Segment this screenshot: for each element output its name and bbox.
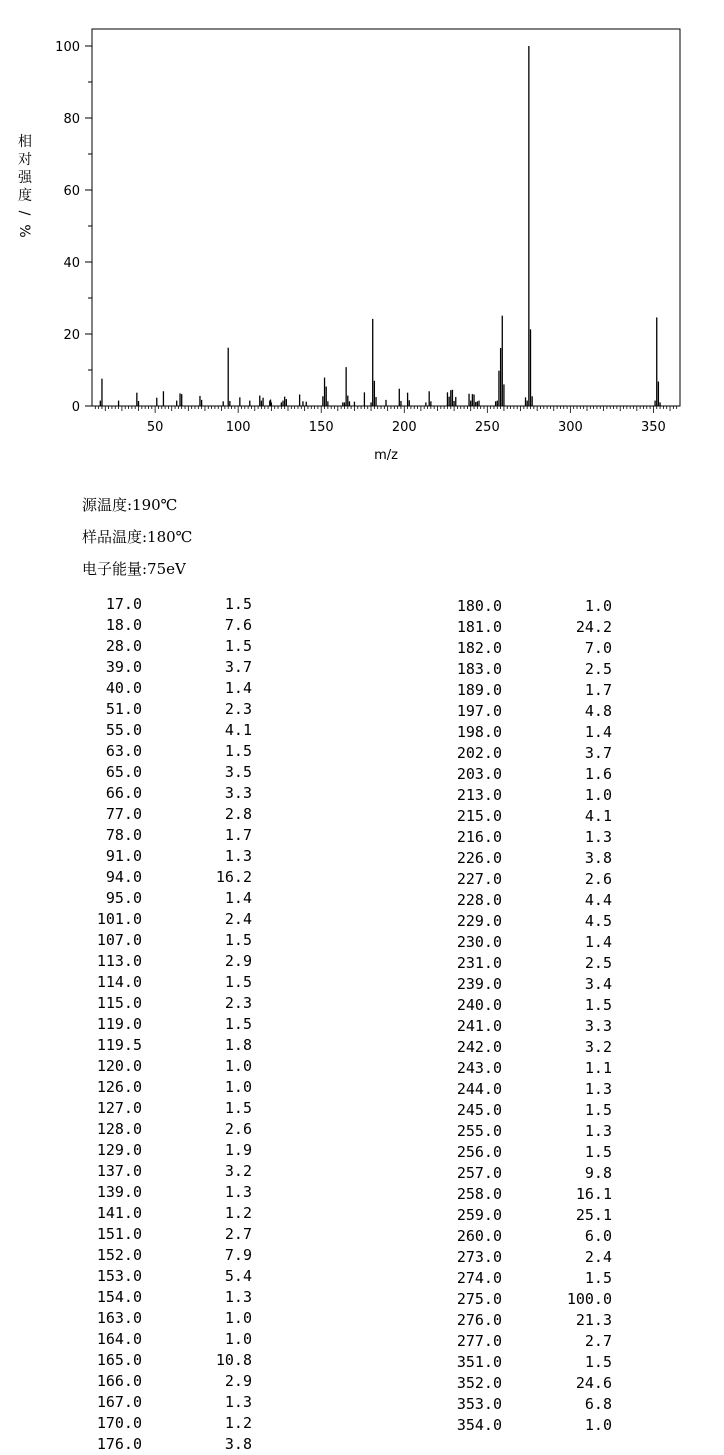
- mz-value: 176.0: [96, 1435, 142, 1453]
- mz-value: 18.0: [105, 616, 142, 634]
- mz-value: 242.0: [456, 1038, 502, 1056]
- table-row: [0, 827, 724, 848]
- mz-value: 183.0: [456, 660, 502, 678]
- table-row: [0, 1016, 724, 1037]
- mz-value: 129.0: [96, 1141, 142, 1159]
- table-row: [0, 869, 724, 890]
- mz-value: 65.0: [105, 763, 142, 781]
- mz-value: 351.0: [456, 1353, 502, 1371]
- intensity-value: 1.5: [224, 742, 252, 760]
- y-axis-label-char: 相: [18, 134, 32, 150]
- table-row: [0, 680, 724, 701]
- table-row: [0, 932, 724, 953]
- table-row: [0, 890, 724, 911]
- mz-value: 163.0: [96, 1309, 142, 1327]
- table-row: [0, 1184, 724, 1205]
- y-axis-label-char: 度: [18, 188, 32, 204]
- intensity-value: 1.0: [224, 1078, 252, 1096]
- mz-value: 17.0: [105, 595, 142, 613]
- intensity-value: 2.3: [224, 700, 252, 718]
- table-row: [0, 1268, 724, 1289]
- intensity-value: 1.5: [224, 931, 252, 949]
- intensity-value: 4.1: [224, 721, 252, 739]
- x-tick-label: 250: [474, 420, 500, 435]
- mz-value: 277.0: [456, 1332, 502, 1350]
- mz-value: 215.0: [456, 807, 502, 825]
- electron-energy: 电子能量:75eV: [82, 560, 186, 578]
- table-row: [0, 1037, 724, 1058]
- intensity-value: 3.7: [224, 658, 252, 676]
- intensity-value: 9.8: [584, 1164, 612, 1182]
- mz-value: 151.0: [96, 1225, 142, 1243]
- table-row: [0, 1079, 724, 1100]
- mz-value: 170.0: [96, 1414, 142, 1432]
- intensity-value: 1.5: [224, 1099, 252, 1117]
- mz-value: 91.0: [105, 847, 142, 865]
- intensity-value: 1.5: [584, 1353, 612, 1371]
- intensity-value: 2.7: [224, 1225, 252, 1243]
- intensity-value: 1.5: [224, 973, 252, 991]
- intensity-value: 7.6: [224, 616, 252, 634]
- table-row: [0, 1331, 724, 1352]
- y-tick-label: 20: [63, 328, 80, 343]
- intensity-value: 2.5: [584, 954, 612, 972]
- table-row: [0, 701, 724, 722]
- intensity-value: 1.5: [584, 1101, 612, 1119]
- mz-value: 137.0: [96, 1162, 142, 1180]
- mz-value: 101.0: [96, 910, 142, 928]
- mz-value: 243.0: [456, 1059, 502, 1077]
- mz-value: 276.0: [456, 1311, 502, 1329]
- intensity-value: 1.2: [224, 1204, 252, 1222]
- table-row: [0, 596, 724, 617]
- table-row: [0, 785, 724, 806]
- y-axis-label-char: 强: [18, 170, 32, 186]
- intensity-value: 1.0: [224, 1309, 252, 1327]
- mz-value: 227.0: [456, 870, 502, 888]
- mz-value: 55.0: [105, 721, 142, 739]
- source-temperature: 源温度:190℃: [82, 496, 178, 514]
- x-tick-label: 200: [391, 420, 417, 435]
- intensity-value: 16.1: [575, 1185, 612, 1203]
- intensity-value: 3.5: [224, 763, 252, 781]
- intensity-value: 1.5: [584, 1143, 612, 1161]
- intensity-value: 2.7: [584, 1332, 612, 1350]
- mz-value: 353.0: [456, 1395, 502, 1413]
- intensity-value: 7.0: [584, 639, 612, 657]
- mz-value: 197.0: [456, 702, 502, 720]
- intensity-value: 3.8: [224, 1435, 252, 1453]
- table-row: [0, 764, 724, 785]
- mz-value: 213.0: [456, 786, 502, 804]
- intensity-value: 2.5: [584, 660, 612, 678]
- mz-value: 166.0: [96, 1372, 142, 1390]
- x-tick-label: 300: [557, 420, 583, 435]
- mz-value: 231.0: [456, 954, 502, 972]
- intensity-value: 6.0: [584, 1227, 612, 1245]
- mz-value: 153.0: [96, 1267, 142, 1285]
- table-row: [0, 848, 724, 869]
- mz-value: 230.0: [456, 933, 502, 951]
- x-tick-label: 50: [146, 420, 164, 435]
- intensity-value: 1.0: [584, 1416, 612, 1434]
- x-tick-label: 350: [641, 420, 666, 435]
- table-row: [0, 743, 724, 764]
- table-row: [0, 1289, 724, 1310]
- table-row: [0, 659, 724, 680]
- mz-value: 51.0: [105, 700, 142, 718]
- mz-value: 95.0: [105, 889, 142, 907]
- mz-value: 78.0: [105, 826, 142, 844]
- intensity-value: 24.6: [575, 1374, 612, 1392]
- mz-value: 113.0: [96, 952, 142, 970]
- mz-value: 139.0: [96, 1183, 142, 1201]
- intensity-value: 2.9: [224, 952, 252, 970]
- mz-value: 257.0: [456, 1164, 502, 1182]
- table-row: [0, 1163, 724, 1184]
- intensity-value: 7.9: [224, 1246, 252, 1264]
- mz-value: 126.0: [96, 1078, 142, 1096]
- intensity-value: 1.3: [224, 1393, 252, 1411]
- intensity-value: 5.4: [224, 1267, 252, 1285]
- table-row: [0, 722, 724, 743]
- intensity-value: 2.4: [224, 910, 252, 928]
- intensity-value: 1.7: [584, 681, 612, 699]
- mz-value: 77.0: [105, 805, 142, 823]
- mz-value: 189.0: [456, 681, 502, 699]
- table-row: [0, 638, 724, 659]
- table-row: [0, 806, 724, 827]
- mz-value: 119.0: [96, 1015, 142, 1033]
- mass-spectrum-chart: [0, 0, 724, 470]
- mz-value: 94.0: [105, 868, 142, 886]
- mz-value: 274.0: [456, 1269, 502, 1287]
- intensity-value: 3.3: [584, 1017, 612, 1035]
- sample-temperature: 样品温度:180℃: [82, 528, 193, 546]
- intensity-value: 1.4: [224, 679, 252, 697]
- y-axis-label-char: 对: [18, 152, 32, 168]
- intensity-value: 2.3: [224, 994, 252, 1012]
- table-row: [0, 1394, 724, 1415]
- table-row: [0, 1247, 724, 1268]
- intensity-value: 6.8: [584, 1395, 612, 1413]
- table-row: [0, 1121, 724, 1142]
- mz-value: 180.0: [456, 597, 502, 615]
- intensity-value: 1.8: [224, 1036, 252, 1054]
- mz-value: 39.0: [105, 658, 142, 676]
- mz-value: 258.0: [456, 1185, 502, 1203]
- intensity-value: 1.3: [584, 1122, 612, 1140]
- intensity-value: 4.1: [584, 807, 612, 825]
- intensity-value: 1.0: [224, 1057, 252, 1075]
- mz-value: 154.0: [96, 1288, 142, 1306]
- intensity-value: 1.3: [584, 828, 612, 846]
- intensity-value: 1.4: [224, 889, 252, 907]
- intensity-value: 1.5: [584, 1269, 612, 1287]
- intensity-value: 2.6: [224, 1120, 252, 1138]
- mz-value: 128.0: [96, 1120, 142, 1138]
- mz-value: 107.0: [96, 931, 142, 949]
- table-row: [0, 911, 724, 932]
- mz-value: 244.0: [456, 1080, 502, 1098]
- intensity-value: 1.0: [224, 1330, 252, 1348]
- table-row: [0, 1100, 724, 1121]
- y-axis-label-char: %: [16, 224, 32, 238]
- table-row: [0, 995, 724, 1016]
- mz-value: 66.0: [105, 784, 142, 802]
- table-row: [0, 1434, 360, 1455]
- mz-value: 181.0: [456, 618, 502, 636]
- intensity-value: 1.5: [224, 1015, 252, 1033]
- intensity-value: 1.4: [584, 723, 612, 741]
- mz-value: 259.0: [456, 1206, 502, 1224]
- intensity-value: 3.2: [224, 1162, 252, 1180]
- mz-value: 216.0: [456, 828, 502, 846]
- mz-value: 260.0: [456, 1227, 502, 1245]
- mz-value: 119.5: [96, 1036, 142, 1054]
- mz-value: 229.0: [456, 912, 502, 930]
- y-tick-label: 0: [71, 400, 80, 415]
- intensity-value: 2.4: [584, 1248, 612, 1266]
- table-row: [0, 1226, 724, 1247]
- intensity-value: 4.8: [584, 702, 612, 720]
- mz-value: 114.0: [96, 973, 142, 991]
- table-row: [0, 1373, 724, 1394]
- intensity-value: 1.4: [584, 933, 612, 951]
- mz-value: 198.0: [456, 723, 502, 741]
- intensity-value: 2.6: [584, 870, 612, 888]
- mz-value: 255.0: [456, 1122, 502, 1140]
- y-tick-label: 100: [55, 40, 80, 55]
- y-tick-label: 60: [63, 184, 80, 199]
- intensity-value: 1.2: [224, 1414, 252, 1432]
- intensity-value: 16.2: [215, 868, 252, 886]
- mz-value: 28.0: [105, 637, 142, 655]
- intensity-value: 1.3: [224, 847, 252, 865]
- y-tick-label: 80: [63, 112, 80, 127]
- intensity-value: 1.3: [224, 1183, 252, 1201]
- intensity-value: 4.4: [584, 891, 612, 909]
- intensity-value: 2.9: [224, 1372, 252, 1390]
- mz-value: 182.0: [456, 639, 502, 657]
- mz-value: 241.0: [456, 1017, 502, 1035]
- mz-value: 40.0: [105, 679, 142, 697]
- mz-value: 226.0: [456, 849, 502, 867]
- intensity-value: 1.5: [224, 595, 252, 613]
- plot-frame: [92, 29, 680, 406]
- mz-value: 239.0: [456, 975, 502, 993]
- spectrum-bars: [100, 46, 660, 406]
- mz-value: 240.0: [456, 996, 502, 1014]
- mz-value: 164.0: [96, 1330, 142, 1348]
- y-tick-label: 40: [63, 256, 80, 271]
- mz-value: 165.0: [96, 1351, 142, 1369]
- table-row: [0, 1415, 724, 1436]
- mz-value: 152.0: [96, 1246, 142, 1264]
- x-tick-label: 150: [308, 420, 334, 435]
- mz-value: 275.0: [456, 1290, 502, 1308]
- intensity-value: 3.8: [584, 849, 612, 867]
- mz-value: 203.0: [456, 765, 502, 783]
- mz-value: 352.0: [456, 1374, 502, 1392]
- intensity-value: 10.8: [215, 1351, 252, 1369]
- intensity-value: 3.3: [224, 784, 252, 802]
- x-axis: [95, 406, 676, 435]
- mz-value: 245.0: [456, 1101, 502, 1119]
- intensity-value: 3.7: [584, 744, 612, 762]
- mz-value: 273.0: [456, 1248, 502, 1266]
- intensity-value: 1.5: [224, 637, 252, 655]
- y-axis: [55, 40, 92, 415]
- intensity-value: 4.5: [584, 912, 612, 930]
- mz-value: 228.0: [456, 891, 502, 909]
- table-row: [0, 974, 724, 995]
- x-axis-label: m/z: [374, 448, 398, 463]
- intensity-value: 1.6: [584, 765, 612, 783]
- intensity-value: 25.1: [575, 1206, 612, 1224]
- peak-table-right: [0, 596, 724, 1436]
- mz-value: 115.0: [96, 994, 142, 1012]
- table-row: [0, 1205, 724, 1226]
- mz-value: 202.0: [456, 744, 502, 762]
- y-axis-label: [16, 133, 33, 238]
- mz-value: 256.0: [456, 1143, 502, 1161]
- table-row: [0, 1310, 724, 1331]
- intensity-value: 1.0: [584, 786, 612, 804]
- x-tick-label: 100: [225, 420, 251, 435]
- y-axis-label-char: /: [16, 210, 32, 216]
- intensity-value: 1.9: [224, 1141, 252, 1159]
- intensity-value: 24.2: [575, 618, 612, 636]
- mz-value: 120.0: [96, 1057, 142, 1075]
- table-row: [0, 1058, 724, 1079]
- table-row: [0, 617, 724, 638]
- intensity-value: 3.2: [584, 1038, 612, 1056]
- intensity-value: 1.3: [584, 1080, 612, 1098]
- mz-value: 127.0: [96, 1099, 142, 1117]
- intensity-value: 21.3: [575, 1311, 612, 1329]
- mz-value: 141.0: [96, 1204, 142, 1222]
- table-row: [0, 1352, 724, 1373]
- intensity-value: 3.4: [584, 975, 612, 993]
- intensity-value: 2.8: [224, 805, 252, 823]
- intensity-value: 1.1: [584, 1059, 612, 1077]
- mz-value: 167.0: [96, 1393, 142, 1411]
- intensity-value: 1.0: [584, 597, 612, 615]
- table-row: [0, 1142, 724, 1163]
- intensity-value: 100.0: [566, 1290, 612, 1308]
- intensity-value: 1.3: [224, 1288, 252, 1306]
- mz-value: 354.0: [456, 1416, 502, 1434]
- intensity-value: 1.7: [224, 826, 252, 844]
- table-row: [0, 953, 724, 974]
- mz-value: 63.0: [105, 742, 142, 760]
- intensity-value: 1.5: [584, 996, 612, 1014]
